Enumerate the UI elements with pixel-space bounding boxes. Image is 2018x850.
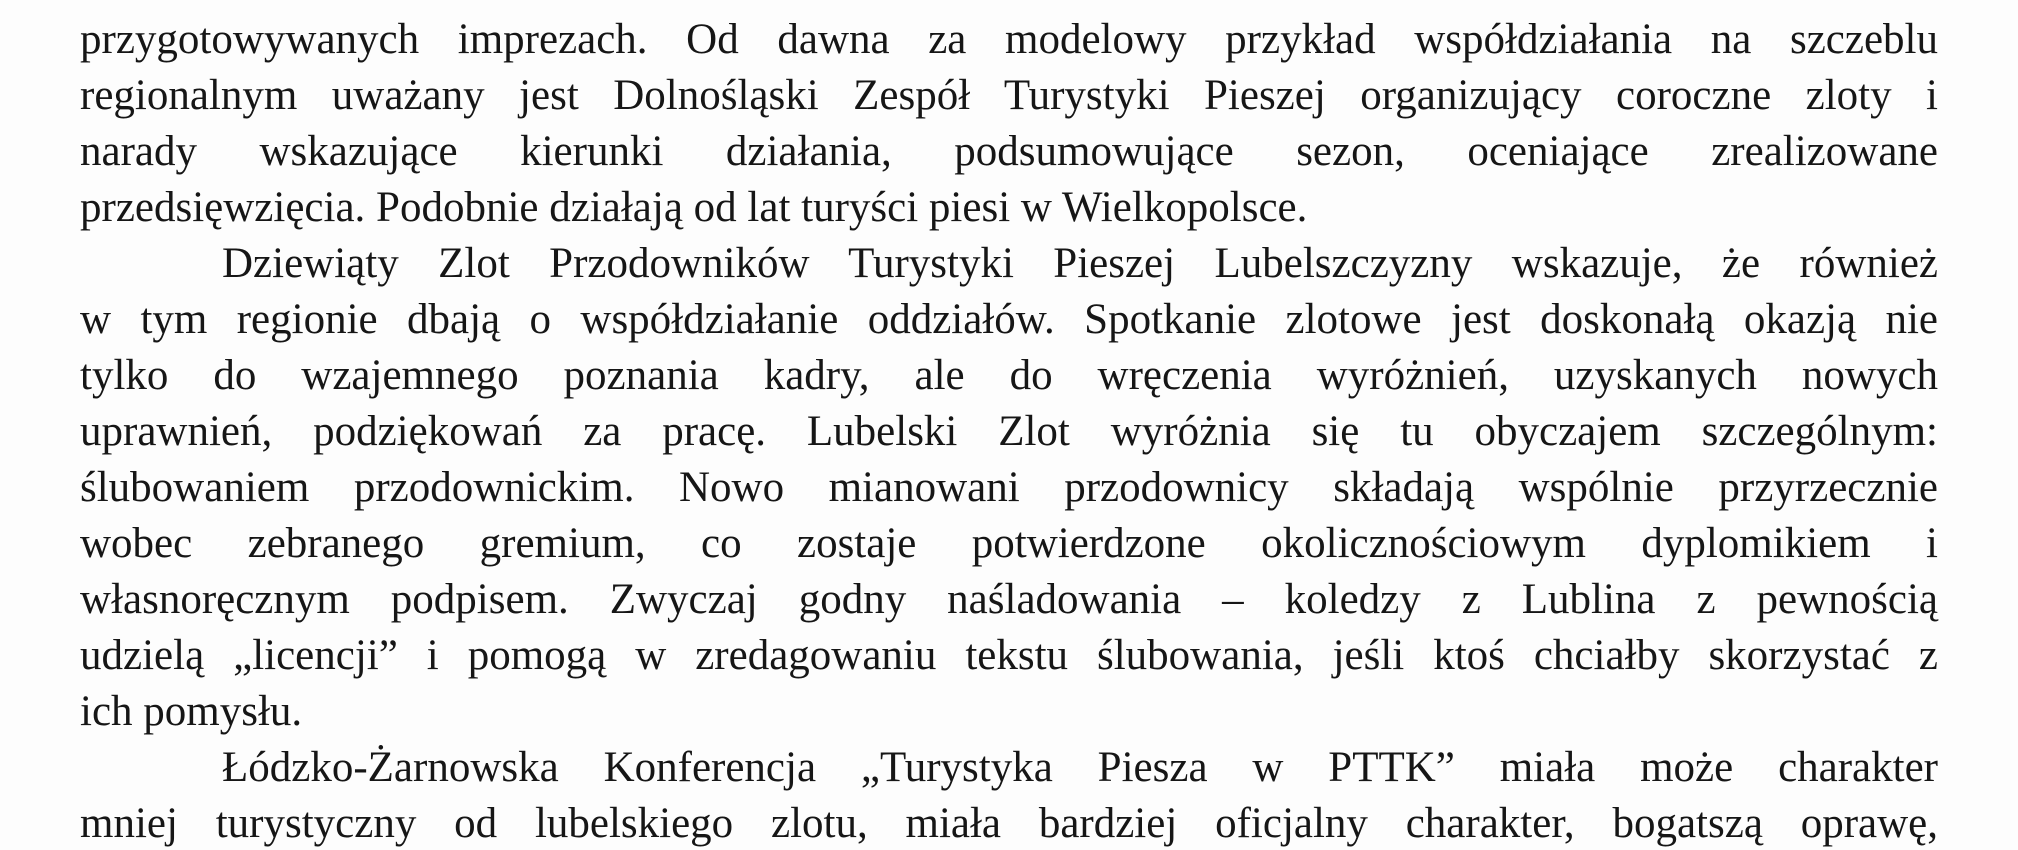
text-line: ślubowaniem przodownickim. Nowo mianowani przodownicy składają wspólnie przyrzecznie (80, 464, 1938, 511)
text-line: udzielą „licencji” i pomogą w zredagowaniu tekstu ślubowania, jeśli ktoś chciałby skorzystać z (80, 632, 1938, 679)
text-line: ich pomysłu. (80, 688, 303, 735)
text-line: uprawnień, podziękowań za pracę. Lubelski Zlot wyróżnia się tu obyczajem szczególnym: (80, 408, 1938, 455)
text-line: mniej turystyczny od lubelskiego zlotu, miała bardziej oficjalny charakter, bogatszą oprawę, (80, 800, 1938, 847)
text-line: tylko do wzajemnego poznania kadry, ale do wręczenia wyróżnień, uzyskanych nowych (80, 352, 1938, 399)
text-line: regionalnym uważany jest Dolnośląski Zespół Turystyki Pieszej organizujący coroczne zloty i (80, 72, 1938, 119)
text-line: przedsięwzięcia. Podobnie działają od lat turyści piesi w Wielkopolsce. (80, 184, 1308, 231)
text-line: przygotowywanych imprezach. Od dawna za modelowy przykład współdziałania na szczeblu (80, 16, 1938, 63)
text-line: w tym regionie dbają o współdziałanie oddziałów. Spotkanie zlotowe jest doskonałą okazją nie (80, 296, 1938, 343)
paragraph-first-line: Dziewiąty Zlot Przodowników Turystyki Pieszej Lubelszczyzny wskazuje, że również (222, 240, 1938, 287)
text-line: własnoręcznym podpisem. Zwyczaj godny naśladowania – koledzy z Lublina z pewnością (80, 576, 1938, 623)
paragraph-first-line: Łódzko-Żarnowska Konferencja „Turystyka Piesza w PTTK” miała może charakter (222, 744, 1938, 791)
text-line: narady wskazujące kierunki działania, podsumowujące sezon, oceniające zrealizowane (80, 128, 1938, 175)
text-line: wobec zebranego gremium, co zostaje potwierdzone okolicznościowym dyplomikiem i (80, 520, 1938, 567)
